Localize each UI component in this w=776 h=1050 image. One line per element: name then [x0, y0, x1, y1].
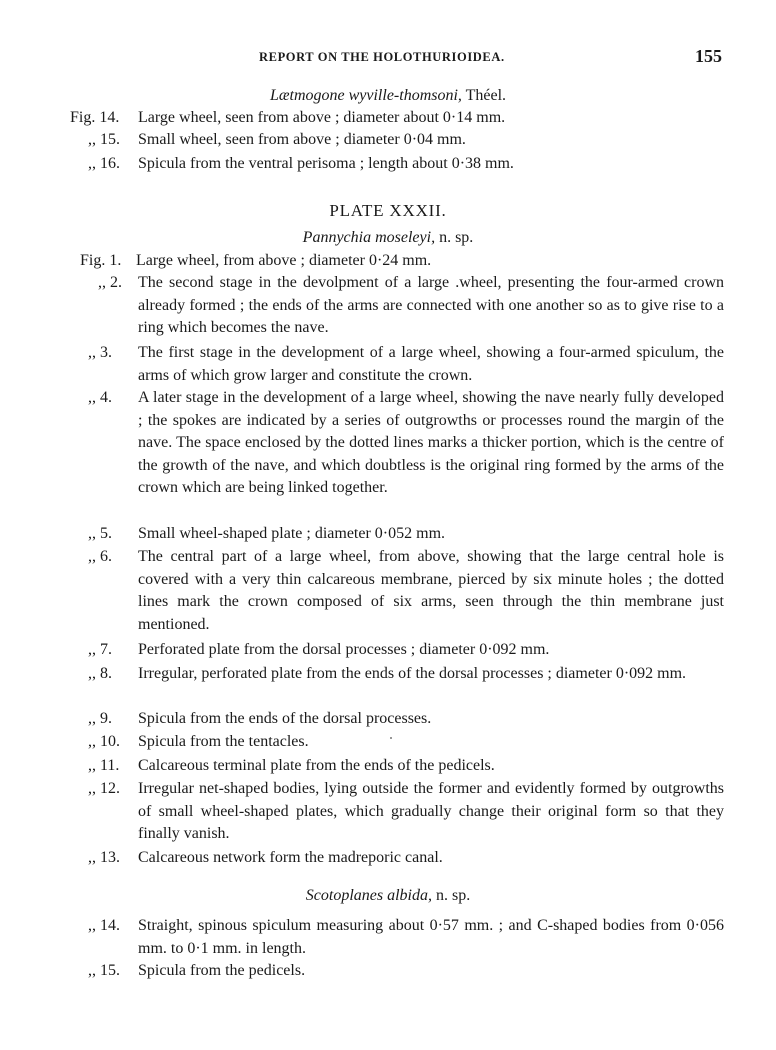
- figure-caption: Straight, spinous spiculum measuring about 0·57 mm. ; and C-shaped bodies from 0·056 mm. to 0·1 mm. in length.: [138, 917, 724, 957]
- figure-caption: The first stage in the development of a large wheel, showing a four-armed spiculum, the arms of which grow larger and constitute the crown.: [138, 344, 724, 384]
- figure-ref: ,, 3.: [88, 344, 112, 361]
- figure-ref: ,, 6.: [88, 548, 112, 565]
- species-heading-pannychia: [0, 229, 776, 247]
- figure-ref: ,, 5.: [88, 525, 112, 542]
- figure-caption: The central part of a large wheel, from above, showing that the large central hole is covered with a very thin calcareous membrane, pierced by six minute holes ; the dotted lines mark the crown composed of six arms, seen through the thin membrane just mentioned.: [138, 548, 724, 633]
- figure-caption: Calcareous terminal plate from the ends of the pedicels.: [138, 757, 495, 774]
- figure-caption: A later stage in the development of a large wheel, showing the nave nearly fully developed ; the spokes are indicated by a series of outgrowths or processes round the margin of the nave. The space enclosed by the dotted lines marks a thicker portion, which is the centre of the growth of the nave, and which doubtless is the original ring formed by the arms of the crown which are being linked together.: [138, 389, 724, 496]
- species-author: n. sp.: [431, 887, 471, 904]
- figure-ref: ,, 9.: [88, 710, 112, 727]
- figure-caption: Spicula from the pedicels.: [138, 962, 306, 979]
- figure-caption: Spicula from the tentacles.: [138, 733, 309, 750]
- figure-ref: ,, 10.: [88, 733, 120, 750]
- figure-ref: ,, 4.: [88, 389, 112, 406]
- figure-caption: Perforated plate from the dorsal processes ; diameter 0·092 mm.: [138, 641, 550, 658]
- figure-ref: ,, 2.: [98, 274, 122, 291]
- species-author: Théel.: [461, 87, 507, 104]
- plate-title: PLATE XXXII.: [329, 201, 447, 220]
- species-heading-laetmogone: [0, 87, 776, 105]
- species-name: Scotoplanes albida,: [305, 887, 432, 904]
- figure-caption: Irregular, perforated plate from the ends of the dorsal processes ; diameter 0·092 mm.: [138, 665, 687, 682]
- figure-caption: Spicula from the ventral perisoma ; length about 0·38 mm.: [138, 155, 514, 172]
- figure-ref: Fig. 14.: [70, 109, 120, 126]
- page-header: [0, 44, 776, 72]
- species-name: Pannychia moseleyi,: [302, 229, 436, 246]
- figure-ref: ,, 15.: [88, 962, 120, 979]
- species-heading-scotoplanes: [0, 887, 776, 905]
- figure-ref: ,, 11.: [88, 757, 120, 774]
- caption-text: The second stage in the devolpment of a large .wheel, presenting the four-armed crown already formed ; the ends of the arms are connected with one another so as to give rise to a ring which becomes the nave.: [138, 274, 724, 336]
- figure-ref: Fig. 1.: [80, 252, 122, 269]
- species-name: Lætmogone wyville-thomsoni,: [269, 87, 462, 104]
- figure-ref: ,, 7.: [88, 641, 112, 658]
- figure-ref: ,, 15.: [88, 131, 120, 148]
- figure-caption: Small wheel, seen from above ; diameter 0·04 mm.: [138, 131, 466, 148]
- page-number: 155: [695, 46, 722, 66]
- figure-ref: ,, 16.: [88, 155, 120, 172]
- species-author: n. sp.: [435, 229, 474, 246]
- figure-ref: ,, 14.: [88, 917, 120, 934]
- print-speck: [390, 737, 392, 739]
- figure-caption: [138, 272, 724, 340]
- figure-caption: Calcareous network form the madreporic canal.: [138, 849, 443, 866]
- figure-caption: Small wheel-shaped plate ; diameter 0·052 mm.: [138, 525, 446, 542]
- running-head: REPORT ON THE HOLOTHURIOIDEA.: [259, 50, 505, 64]
- figure-ref: ,, 13.: [88, 849, 120, 866]
- figure-caption: Large wheel, seen from above ; diameter about 0·14 mm.: [138, 109, 506, 126]
- figure-caption: Spicula from the ends of the dorsal processes.: [138, 710, 432, 727]
- figure-caption: Irregular net-shaped bodies, lying outside the former and evidently formed by outgrowths of small wheel-shaped plates, which gradually change their original form so that they finally vanish.: [138, 780, 724, 842]
- figure-caption: Large wheel, from above ; diameter 0·24 mm.: [136, 252, 432, 269]
- figure-ref: ,, 8.: [88, 665, 112, 682]
- figure-ref: ,, 12.: [88, 780, 120, 797]
